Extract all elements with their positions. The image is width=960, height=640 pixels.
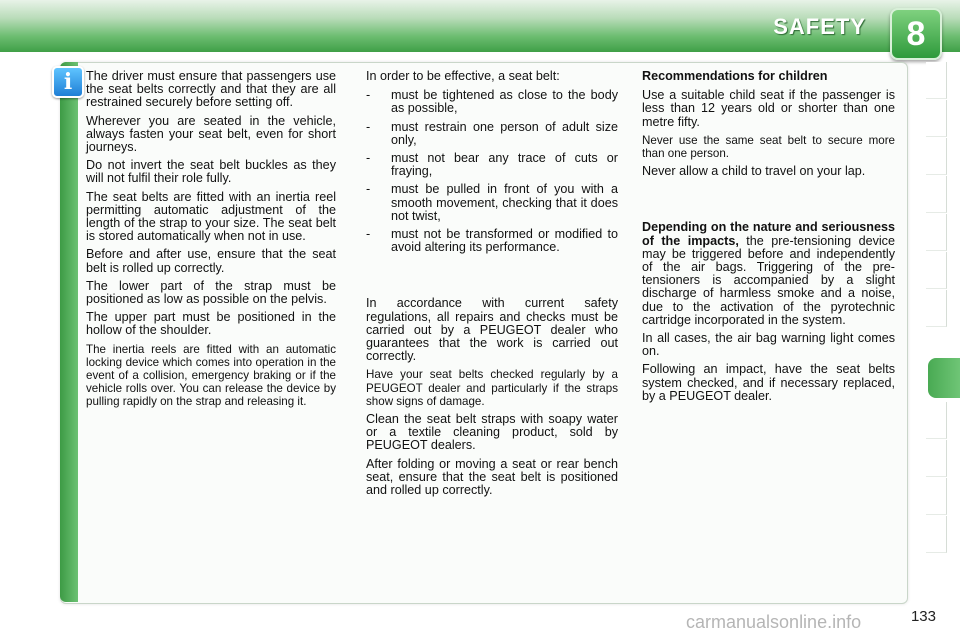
middle-column xyxy=(366,70,618,502)
bullet-dash: - xyxy=(366,88,371,103)
paragraph: In order to be effective, a seat belt: xyxy=(366,69,560,83)
chapter-tab[interactable] xyxy=(926,214,947,251)
info-icon: i xyxy=(52,66,84,98)
left-accent-bar xyxy=(60,62,78,602)
bullet-dash: - xyxy=(366,151,371,166)
chapter-tabs xyxy=(926,62,956,574)
paragraph: After folding or moving a seat or rear bench seat, ensure that the seat belt is positioned and rolled up correctly. xyxy=(366,456,618,498)
paragraph: Before and after use, ensure that the seat belt is rolled up correctly. xyxy=(86,247,336,275)
paragraph: The seat belts are fitted with an inertia reel permitting automatic adjustment of the length of the strap to your size. The seat belt is stored automatically when not in use. xyxy=(86,189,336,244)
chapter-tab[interactable] xyxy=(926,62,947,99)
list-item xyxy=(366,152,618,178)
chapter-tab[interactable] xyxy=(926,440,947,477)
list-item-text: must not bear any trace of cuts or fraying, xyxy=(391,151,618,179)
chapter-number-badge: 8 xyxy=(890,8,942,60)
paragraph: Have your seat belts checked regularly by a PEUGEOT dealer and particularly if the straps show signs of damage. xyxy=(366,368,618,408)
chapter-tab[interactable] xyxy=(926,100,947,137)
chapter-tab[interactable] xyxy=(926,478,947,515)
list-item-text: must restrain one person of adult size only, xyxy=(391,119,618,147)
chapter-tab[interactable] xyxy=(926,176,947,213)
chapter-tab[interactable] xyxy=(926,290,947,327)
paragraph: Use a suitable child seat if the passenger is less than 12 years old or shorter than one metre fifty. xyxy=(642,88,895,129)
bullet-dash: - xyxy=(366,119,371,134)
paragraph: Wherever you are seated in the vehicle, always fasten your seat belt, even for short journeys. xyxy=(86,113,336,155)
paragraph: The inertia reels are fitted with an automatic locking device which comes into operation in the event of a collision, emergency braking or if the vehicle rolls over. You can release the device by pulling rapidly on the strap and releasing it. xyxy=(86,342,336,409)
paragraph: Never use the same seat belt to secure more than one person. xyxy=(642,133,895,161)
list-item-text: must be pulled in front of you with a smooth movement, checking that it does not twist, xyxy=(391,182,618,223)
paragraph: In accordance with current safety regulations, all repairs and checks must be carried out by a PEUGEOT dealer who guarantees that the work is carried out correctly. xyxy=(366,296,618,364)
list-item-text: must not be transformed or modified to avoid altering its performance. xyxy=(391,227,618,255)
paragraph: In all cases, the air bag warning light comes on. xyxy=(642,331,895,359)
list-item xyxy=(366,89,618,115)
bullet-dash: - xyxy=(366,182,371,197)
bullet-dash: - xyxy=(366,227,371,242)
list-item-text: must be tightened as close to the body as possible, xyxy=(391,88,618,116)
paragraph: Clean the seat belt straps with soapy water or a textile cleaning product, sold by PEUGEOT dealers. xyxy=(366,412,618,453)
paragraph: Do not invert the seat belt buckles as they will not fulfil their role fully. xyxy=(86,158,336,186)
paragraph: The upper part must be positioned in the hollow of the shoulder. xyxy=(86,310,336,338)
chapter-tab-active[interactable] xyxy=(928,358,960,398)
spacer xyxy=(642,183,895,221)
left-column xyxy=(86,70,336,414)
list-item xyxy=(366,121,618,147)
chapter-tab[interactable] xyxy=(926,252,947,289)
impact-text: the pre-tensioning device may be triggered before and independently of the air bags. Triggering of the pre-tensioners is accompanied by a slight discharge of harmless smoke and a noise, due to the activation of the pyrotechnic cartridge incorporated in the system. xyxy=(642,233,895,327)
chapter-tab[interactable] xyxy=(926,516,947,553)
paragraph: Following an impact, have the seat belts system checked, and if necessary replaced, by a PEUGEOT dealer. xyxy=(642,362,895,403)
paragraph: Never allow a child to travel on your lap. xyxy=(642,164,866,179)
impact-bold-text: Depending on the nature and seriousness of the impacts, xyxy=(642,220,895,248)
watermark: carmanualsonline.info xyxy=(686,612,862,632)
chapter-tab[interactable] xyxy=(926,138,947,175)
page-title: SAFETY xyxy=(773,14,866,39)
paragraph xyxy=(642,221,895,327)
page-number: 133 xyxy=(910,608,936,625)
section-heading: Recommendations for children xyxy=(642,69,828,83)
right-column xyxy=(642,70,895,408)
seat-belt-requirements-list xyxy=(366,89,618,254)
list-item xyxy=(366,228,618,254)
paragraph: The lower part of the strap must be positioned as low as possible on the pelvis. xyxy=(86,278,336,307)
paragraph: The driver must ensure that passengers use the seat belts correctly and that they are all restrained securely before setting off. xyxy=(86,69,336,110)
spacer xyxy=(366,259,618,297)
list-item xyxy=(366,183,618,223)
chapter-tab[interactable] xyxy=(926,402,947,439)
